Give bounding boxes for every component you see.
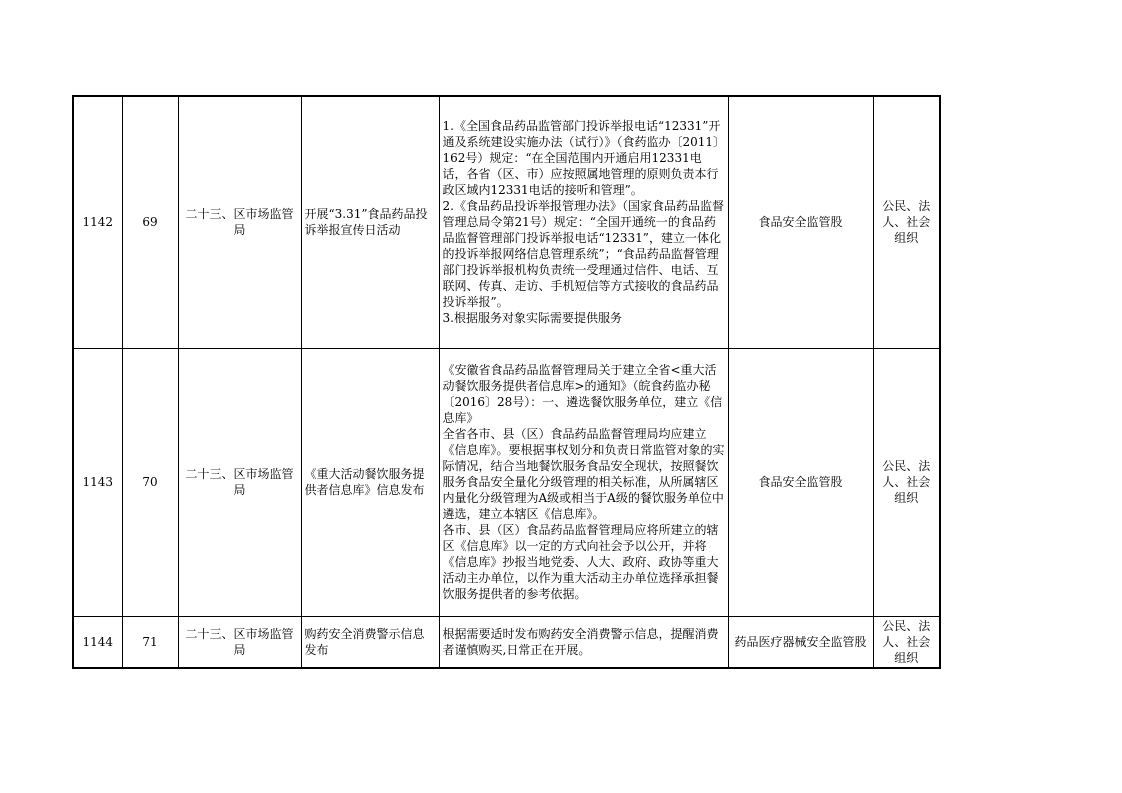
responsible-unit-cell: 食品安全监管股 — [728, 96, 873, 348]
public-service-table — [72, 95, 941, 669]
table-row — [73, 96, 940, 348]
seq-cell: 1143 — [73, 348, 122, 616]
basis-cell: 根据需要适时发布购药安全消费警示信息，提醒消费者谨慎购买,日常正在开展。 — [439, 616, 728, 668]
basis-cell: 1.《全国食品药品监管部门投诉举报电话“12331”开通及系统建设实施办法（试行）》（食药监办〔2011〕162号）规定：“在全国范围内开通启用12331电话，各省（区、市）应按照属地管理的原则负责本行政区域内12331电话的接听和管理”。 2.《食品药品投诉举报管理办法》（国家食品药品监督管理总局令第21号）规定：“全国开通统一的食品药品监督管理部门投诉举报电话“12331”，建立一体化的投诉举报网络信息管理系统”；“食品药品监督管理部门投诉举报机构负责统一受理通过信件、电话、互联网、传真、走访、手机短信等方式接收的食品药品投诉举报”。 3.根据服务对象实际需要提供服务 — [439, 96, 728, 348]
basis-cell: 《安徽省食品药品监督管理局关于建立全省<重大活动餐饮服务提供者信息库>的通知》（皖食药监办秘〔2016〕28号）：一、遴选餐饮服务单位，建立《信息库》 全省各市、县（区）食品药品监督管理局均应建立《信息库》。要根据事权划分和负责日常监管对象的实际情况，结合当地餐饮服务食品安全现状，按照餐饮服务食品安全量化分级管理的相关标准，从所属辖区内量化分级管理为A级或相当于A级的餐饮服务单位中遴选，建立本辖区《信息库》。 各市、县（区）食品药品监督管理局应将所建立的辖区《信息库》以一定的方式向社会予以公开，并将《信息库》抄报当地党委、人大、政府、政协等重大活动主办单位，以作为重大活动主办单位选择承担餐饮服务提供者的参考依据。 — [439, 348, 728, 616]
responsible-unit-cell: 食品安全监管股 — [728, 348, 873, 616]
service-item-cell: 购药安全消费警示信息发布 — [301, 616, 439, 668]
table-row — [73, 616, 940, 668]
seq-cell: 1142 — [73, 96, 122, 348]
department-cell: 二十三、区市场监管局 — [178, 348, 301, 616]
responsible-unit-cell: 药品医疗器械安全监管股 — [728, 616, 873, 668]
table-row — [73, 348, 940, 616]
target-cell: 公民、法人、社会组织 — [873, 348, 940, 616]
item-no-cell: 71 — [122, 616, 178, 668]
department-cell: 二十三、区市场监管局 — [178, 616, 301, 668]
service-item-cell: 开展“3.31”食品药品投诉举报宣传日活动 — [301, 96, 439, 348]
service-item-cell: 《重大活动餐饮服务提供者信息库》信息发布 — [301, 348, 439, 616]
target-cell: 公民、法人、社会组织 — [873, 616, 940, 668]
item-no-cell: 70 — [122, 348, 178, 616]
seq-cell: 1144 — [73, 616, 122, 668]
department-cell: 二十三、区市场监管局 — [178, 96, 301, 348]
item-no-cell: 69 — [122, 96, 178, 348]
target-cell: 公民、法人、社会组织 — [873, 96, 940, 348]
